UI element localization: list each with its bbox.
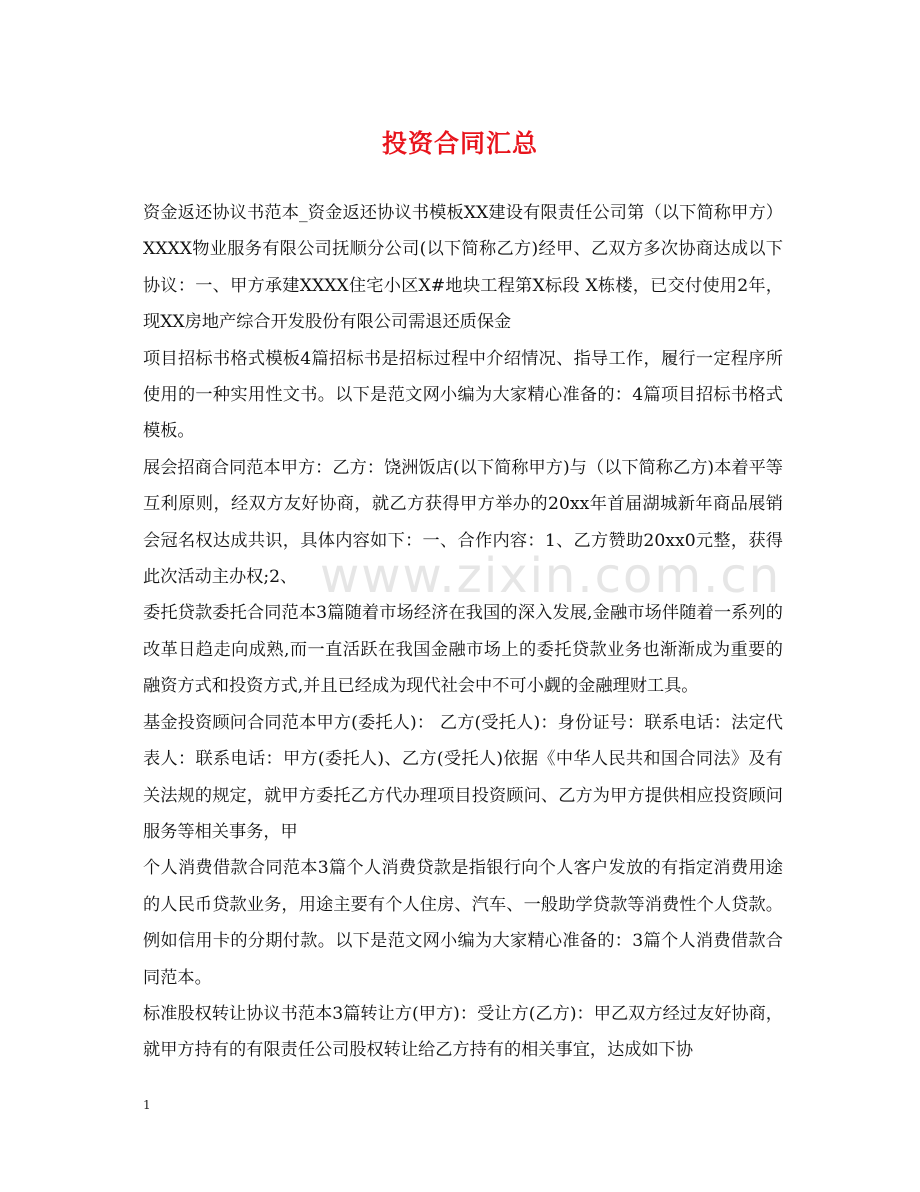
page-number: 1 xyxy=(143,1098,151,1112)
paragraph-entrusted-loan: 委托贷款委托合同范本3篇随着市场经济在我国的深入发展,金融市场伴随着一系列的改革日趋走向成熟,而一直活跃在我国金融市场上的委托贷款业务也渐渐成为重要的融资方式和投资方式,并且已经成为现代社会中不可小觑的金融理财工具。 xyxy=(143,603,783,697)
paragraph-fund-return: 资金返还协议书范本_资金返还协议书模板XX建设有限责任公司第（以下简称甲方）XXXX物业服务有限公司抚顺分公司(以下简称乙方)经甲、乙双方多次协商达成以下协议：一、甲方承建XXXX住宅小区X#地块工程第X标段 X栋楼，已交付使用2年，现XX房地产综合开发股份有限公司需退还质保金 xyxy=(143,203,783,333)
paragraph-equity-transfer: 标准股权转让协议书范本3篇转让方(甲方)：受让方(乙方)：甲乙双方经过友好协商，就甲方持有的有限责任公司股权转让给乙方持有的相关事宜，达成如下协 xyxy=(143,1003,783,1061)
document-body xyxy=(143,195,783,1069)
paragraph-fund-advisory: 基金投资顾问合同范本甲方(委托人)： 乙方(受托人)：身份证号：联系电话：法定代表人：联系电话：甲方(委托人)、乙方(受托人)依据《中华人民共和国合同法》及有关法规的规定，就甲方委托乙方代办理项目投资顾问、乙方为甲方提供相应投资顾问服务等相关事务，甲 xyxy=(143,712,783,842)
paragraph-tender-template: 项目招标书格式模板4篇招标书是招标过程中介绍情况、指导工作，履行一定程序所使用的一种实用性文书。以下是范文网小编为大家精心准备的：4篇项目招标书格式模板。 xyxy=(143,348,783,442)
paragraph-consumer-loan: 个人消费借款合同范本3篇个人消费贷款是指银行向个人客户发放的有指定消费用途的人民币贷款业务，用途主要有个人住房、汽车、一般助学贷款等消费性个人贷款。例如信用卡的分期付款。以下是范文网小编为大家精心准备的：3篇个人消费借款合同范本。 xyxy=(143,858,783,988)
document-title: 投资合同汇总 xyxy=(381,129,538,158)
paragraph-exhibition-contract: 展会招商合同范本甲方：乙方：饶洲饭店(以下简称甲方)与（以下简称乙方)本着平等互利原则，经双方友好协商，就乙方获得甲方举办的20xx年首届湖城新年商品展销会冠名权达成共识，具体内容如下：一、合作内容：1、乙方赞助20xx0元整，获得此次活动主办权;2、 xyxy=(143,457,783,588)
watermark: www.zixin.com.cn xyxy=(320,548,782,604)
